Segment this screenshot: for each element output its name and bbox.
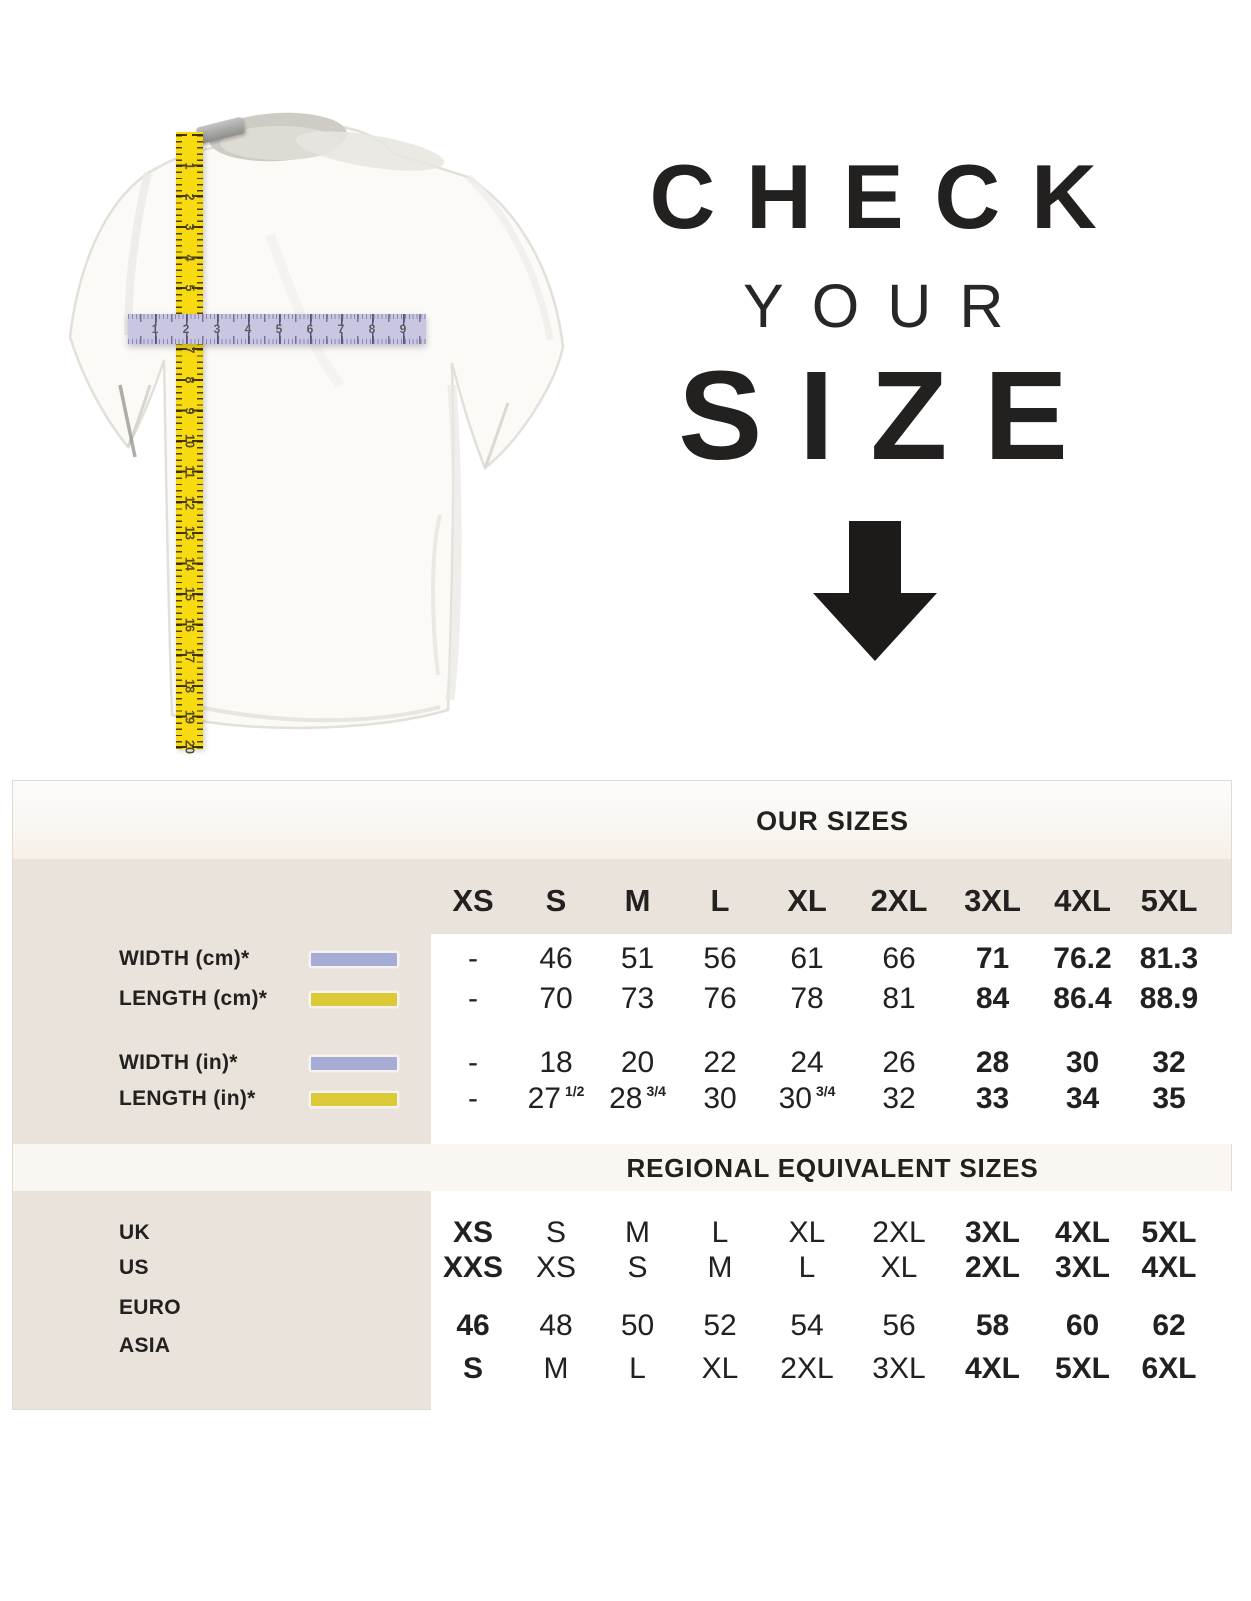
size-cell: 66: [882, 942, 916, 975]
size-cell: 50: [620, 1309, 655, 1342]
our-sizes-heading: OUR SIZES: [756, 806, 909, 836]
tape-number: 8: [182, 376, 197, 384]
size-cell: 22: [703, 1046, 737, 1079]
size-cell: 3XL: [1054, 1251, 1111, 1284]
length-in-row: [431, 1079, 1212, 1119]
size-cell: XXS: [442, 1251, 504, 1284]
width-swatch-icon: [311, 1057, 397, 1070]
size-cell: 5XL: [1054, 1352, 1111, 1385]
size-cell: -: [468, 1046, 478, 1079]
size-cell: 61: [790, 942, 824, 975]
size-cell: 54: [790, 1309, 824, 1342]
size-cell: 52: [703, 1309, 737, 1342]
ruler-number: 3: [213, 322, 221, 336]
size-cell: 30: [703, 1082, 737, 1115]
size-cell: 86.4: [1053, 982, 1112, 1015]
size-cell: M: [543, 1352, 569, 1385]
check-your-size-title: [615, 147, 1135, 661]
tape-number: 11: [182, 465, 197, 479]
size-cell: 70: [539, 982, 573, 1015]
size-cell: 2XL: [872, 1216, 926, 1249]
size-cell: M: [625, 1216, 650, 1249]
size-cell: 48: [539, 1309, 573, 1342]
size-cell: 3XL: [872, 1352, 926, 1385]
size-cell: 24: [790, 1046, 824, 1079]
size-cell: 51: [620, 942, 655, 975]
length-swatch-icon: [311, 1093, 397, 1106]
size-cell: M: [707, 1251, 733, 1284]
size-column-header: XS: [452, 883, 494, 918]
title-size: SIZE: [678, 344, 1105, 486]
row-label-width-in: WIDTH (in)*: [119, 1051, 238, 1074]
tape-number: 10: [182, 434, 197, 449]
size-cell: 28 $^{3/4}$: [609, 1082, 666, 1115]
size-cell: 78: [790, 982, 824, 1015]
row-label-us: US: [119, 1256, 149, 1279]
row-label-length-cm: LENGTH (cm)*: [119, 987, 268, 1010]
vertical-measuring-tape: [176, 132, 203, 755]
size-cell: 33: [975, 1082, 1010, 1115]
size-chart-table: [12, 780, 1232, 1410]
size-cell: 28: [975, 1046, 1010, 1079]
size-cell: 35: [1152, 1082, 1186, 1115]
size-cell: 88.9: [1139, 982, 1199, 1015]
tape-number: 2: [182, 193, 197, 201]
size-cell: 30: [1065, 1046, 1100, 1079]
size-cell: -: [468, 942, 478, 975]
size-cell: 71: [975, 942, 1010, 975]
size-column-headers: [431, 881, 1212, 921]
size-cell: 30 $^{3/4}$: [778, 1082, 836, 1115]
size-cell: L: [798, 1251, 816, 1284]
tape-number: 3: [182, 223, 197, 231]
row-label-width-cm: WIDTH (cm)*: [119, 947, 250, 970]
width-cm-row: [431, 939, 1212, 979]
tape-number: 1: [182, 162, 197, 170]
euro-sizes-row: [431, 1306, 1212, 1346]
size-cell: 81.3: [1139, 942, 1199, 975]
size-cell: 81: [882, 982, 916, 1015]
tape-number: 18: [182, 679, 197, 694]
uk-sizes-row: [431, 1213, 1212, 1253]
size-cell: -: [468, 1082, 478, 1115]
size-cell: 73: [620, 982, 655, 1015]
size-cell: 5XL: [1141, 1216, 1197, 1249]
ruler-number: 9: [399, 322, 407, 336]
size-column-header: 3XL: [964, 883, 1021, 918]
size-column-header: XL: [787, 883, 827, 918]
title-check: CHECK: [649, 147, 1128, 248]
size-cell: 4XL: [964, 1352, 1021, 1385]
size-cell: 4XL: [1141, 1251, 1197, 1284]
size-column-header: S: [545, 883, 567, 918]
tape-number: 19: [182, 709, 197, 724]
tape-number: 7: [182, 346, 197, 354]
tape-number: 14: [182, 556, 197, 571]
ruler-number: 4: [244, 322, 252, 336]
size-cell: 56: [703, 942, 737, 975]
size-column-header: 4XL: [1054, 883, 1111, 918]
tape-number: 13: [182, 526, 197, 541]
size-cell: S: [462, 1352, 483, 1385]
ruler-number: 1: [151, 322, 159, 336]
size-cell: 34: [1065, 1082, 1100, 1115]
tape-number: 20: [182, 740, 197, 755]
ruler-number: 5: [275, 322, 283, 336]
size-cell: XS: [452, 1216, 494, 1249]
size-cell: 2XL: [780, 1352, 834, 1385]
ruler-number: 2: [182, 322, 190, 336]
down-arrow-icon: [813, 521, 937, 661]
length-cm-row: [431, 979, 1212, 1019]
row-label-asia: ASIA: [119, 1334, 171, 1357]
ruler-number: 6: [306, 322, 314, 336]
size-cell: 27 $^{1/2}$: [527, 1082, 585, 1115]
tape-number: 5: [182, 284, 197, 292]
our-sizes-band: [13, 781, 1231, 859]
size-cell: S: [627, 1251, 648, 1284]
size-cell: 3XL: [964, 1216, 1021, 1249]
size-cell: 18: [539, 1046, 573, 1079]
size-cell: 26: [882, 1046, 916, 1079]
size-cell: -: [468, 982, 478, 1015]
tape-number: 4: [182, 254, 197, 262]
regional-band: [13, 1144, 1231, 1191]
tape-number: 16: [182, 618, 197, 632]
regional-heading: REGIONAL EQUIVALENT SIZES: [626, 1153, 1039, 1183]
width-swatch-icon: [311, 953, 397, 966]
ruler-number: 8: [368, 322, 376, 336]
size-cell: XL: [880, 1251, 918, 1284]
size-cell: 62: [1152, 1309, 1186, 1342]
tshirt-body: [70, 123, 563, 728]
size-column-header: 5XL: [1140, 883, 1198, 918]
horizontal-ruler: [128, 314, 426, 344]
size-cell: L: [711, 1216, 729, 1249]
asia-sizes-row: [431, 1349, 1212, 1389]
hero-section: [0, 0, 1251, 760]
size-cell: 46: [539, 942, 573, 975]
size-cell: 2XL: [964, 1251, 1021, 1284]
width-in-row: [431, 1043, 1212, 1083]
size-cell: 60: [1065, 1309, 1100, 1342]
size-cell: L: [629, 1352, 646, 1385]
size-cell: S: [545, 1216, 566, 1249]
size-column-header: 2XL: [870, 883, 928, 918]
tshirt-photo: [40, 85, 575, 750]
us-sizes-row: [431, 1248, 1212, 1288]
tape-number: 9: [182, 407, 197, 415]
size-column-header: M: [624, 883, 651, 918]
size-cell: 76: [703, 982, 737, 1015]
size-cell: XL: [788, 1216, 826, 1249]
row-label-euro: EURO: [119, 1296, 181, 1319]
size-cell: 32: [882, 1082, 916, 1115]
ruler-number: 7: [337, 322, 345, 336]
size-cell: 4XL: [1054, 1216, 1111, 1249]
tape-number: 17: [182, 648, 197, 663]
title-your: YOUR: [742, 271, 1032, 340]
tape-number: 15: [182, 587, 197, 602]
row-label-length-in: LENGTH (in)*: [119, 1087, 256, 1110]
size-cell: 84: [975, 982, 1010, 1015]
size-cell: 6XL: [1141, 1352, 1197, 1385]
size-cell: XS: [535, 1251, 577, 1284]
size-cell: XL: [701, 1352, 739, 1385]
size-cell: 20: [620, 1046, 655, 1079]
size-cell: 58: [975, 1309, 1010, 1342]
length-swatch-icon: [311, 993, 397, 1006]
size-column-header: L: [710, 883, 730, 918]
size-cell: 32: [1152, 1046, 1186, 1079]
tape-number: 12: [182, 495, 197, 510]
row-label-uk: UK: [119, 1221, 150, 1244]
size-cell: 46: [456, 1309, 490, 1342]
size-cell: 76.2: [1053, 942, 1112, 975]
size-cell: 56: [882, 1309, 916, 1342]
